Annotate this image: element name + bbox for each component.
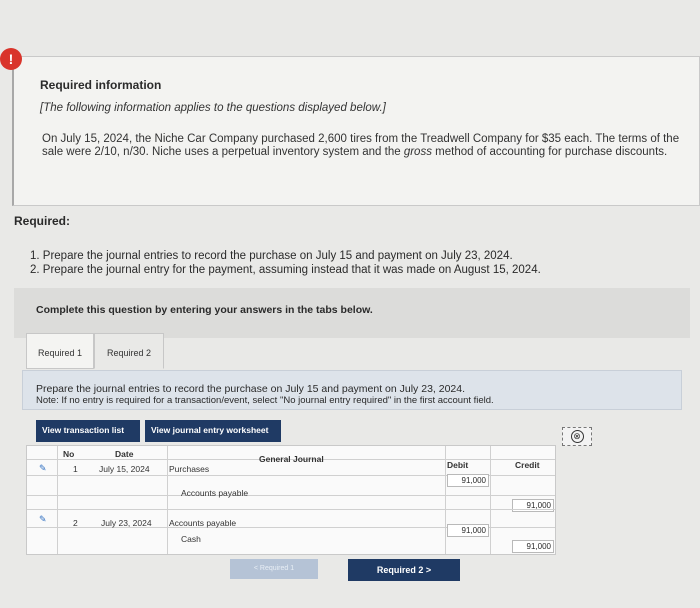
header-credit: Credit [515,460,540,470]
debit-amount[interactable]: 91,000 [447,474,489,487]
header-debit: Debit [447,460,469,470]
close-icon: ⊗ [571,430,584,443]
required-list [30,249,541,277]
instructions-note: Note: If no entry is required for a transaction/event, select "No journal entry required" in the first account field. [36,395,494,406]
next-required-2-button[interactable]: Required 2 > [348,559,460,581]
credit-amount[interactable]: 91,000 [512,499,554,512]
table-row[interactable] [27,476,555,510]
entry-date: July 15, 2024 [99,464,150,474]
close-button[interactable] [562,427,592,446]
info-body [42,133,682,158]
entry-no: 1 [73,464,78,474]
header-no: No [63,449,75,459]
table-row-spacer [27,496,555,510]
prev-required-1-button[interactable]: < Required 1 [230,559,318,579]
debit-account[interactable]: Purchases [169,464,210,474]
required-item-1: 1. Prepare the journal entries to record the purchase on July 15 and payment on July 23, 2024. [30,250,513,262]
table-row[interactable] [27,510,555,535]
edit-pencil-icon[interactable]: ✎ [39,463,47,473]
required-item-2: 2. Prepare the journal entry for the payment, assuming instead that it was made on August 15, 2024. [30,264,541,276]
credit-account[interactable]: Accounts payable [181,488,249,498]
required-heading: Required: [14,214,71,228]
credit-amount[interactable]: 91,000 [512,540,554,553]
info-body-post: method of accounting for purchase discounts. [431,145,668,158]
complete-text: Complete this question by entering your answers in the tabs below. [36,304,373,316]
journal-table [26,445,556,555]
credit-account[interactable]: Cash [181,534,201,544]
info-body-italic: gross [403,145,432,158]
table-row[interactable] [27,460,555,485]
instructions-line-1: Prepare the journal entries to record the purchase on July 15 and payment on July 23, 2024. [36,383,466,395]
header-general-journal: General Journal [259,454,324,464]
table-row[interactable] [27,528,555,554]
info-title: Required information [40,78,162,92]
debit-account[interactable]: Accounts payable [169,518,237,528]
view-journal-worksheet-button[interactable]: View journal entry worksheet [145,420,281,442]
debit-amount[interactable]: 91,000 [447,524,489,537]
view-transaction-list-button[interactable]: View transaction list [36,420,140,442]
info-subtitle: [The following information applies to the questions displayed below.] [40,102,386,114]
info-body-pre: On July 15, 2024, the Niche Car Company purchased 2,600 tires from the Treadwell Company for $35 each. The terms of the sale were 2/10, n/30. Niche uses a perpetual inventory system and the [42,133,680,158]
tab-required-2[interactable]: Required 2 [94,333,164,369]
tab-required-1[interactable]: Required 1 [26,333,94,369]
alert-icon: ! [0,48,22,70]
edit-pencil-icon[interactable]: ✎ [39,514,47,524]
entry-date: July 23, 2024 [101,518,152,528]
header-date: Date [115,449,134,459]
entry-no: 2 [73,518,78,528]
